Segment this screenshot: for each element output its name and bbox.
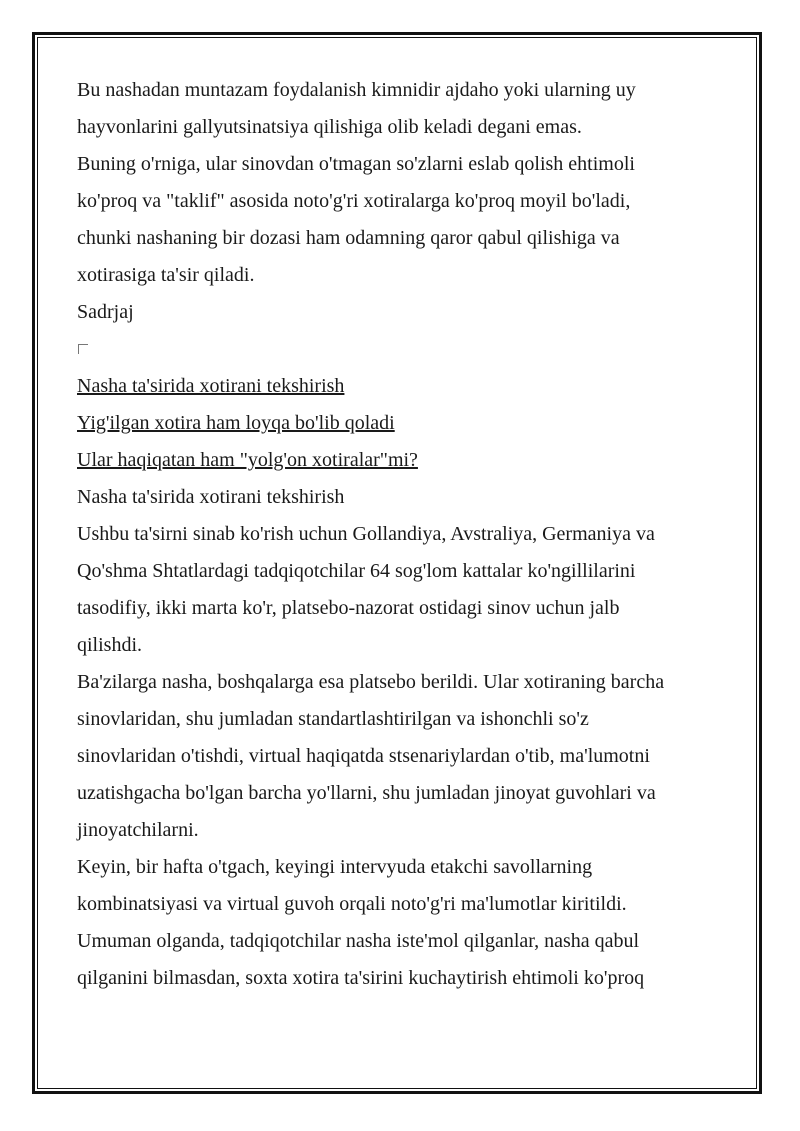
text-line: Qo'shma Shtatlardagi tadqiqotchilar 64 sog'lom kattalar ko'ngillilarini [77,560,636,582]
paragraph-instead [77,146,717,294]
paragraph-results [77,849,717,997]
text-line: Ushbu ta'sirni sinab ko'rish uchun Gollandiya, Avstraliya, Germaniya va [77,523,655,545]
paragraph-procedure [77,664,717,849]
toc-link-false-memories[interactable]: Ular haqiqatan ham "yolg'on xotiralar"mi? [77,449,418,471]
text-line: tasodifiy, ikki marta ko'r, platsebo-nazorat ostidagi sinov uchun jalb [77,597,620,619]
text-line: ko'proq va "taklif" asosida noto'g'ri xotiralarga ko'proq moyil bo'ladi, [77,190,631,212]
paragraph-study-design [77,516,717,664]
text-line: qilishdi. [77,634,143,656]
text-line: xotirasiga ta'sir qiladi. [77,264,255,286]
document-body [77,72,717,997]
text-line: Keyin, bir hafta o'tgach, keyingi intervyuda etakchi savollarning [77,856,593,878]
text-line: qilganini bilmasdan, soxta xotira ta'sirini kuchaytirish ehtimoli ko'proq [77,967,645,989]
text-line: sinovlaridan, shu jumladan standartlashtirilgan va ishonchli so'z [77,708,589,730]
text-line: jinoyatchilarni. [77,819,199,841]
toc-heading: Sadrjaj [77,301,134,323]
text-line: sinovlaridan o'tishdi, virtual haqiqatda stsenariylardan o'tib, ma'lumotni [77,745,650,767]
text-line: Buning o'rniga, ular sinovdan o'tmagan so'zlarni eslab qolish ehtimoli [77,153,635,175]
text-line: chunki nashaning bir dozasi ham odamning qaror qabul qilishiga va [77,227,620,249]
broken-image-icon [77,331,717,368]
text-line: uzatishgacha bo'lgan barcha yo'llarni, shu jumladan jinoyat guvohlari va [77,782,656,804]
toc-link-blurry-memory[interactable]: Yig'ilgan xotira ham loyqa bo'lib qoladi [77,412,395,434]
toc-link-memory-test[interactable]: Nasha ta'sirida xotirani tekshirish [77,375,345,397]
section-heading: Nasha ta'sirida xotirani tekshirish [77,486,345,508]
text-line: Ba'zilarga nasha, boshqalarga esa platsebo berildi. Ular xotiraning barcha [77,671,665,693]
text-line: hayvonlarini gallyutsinatsiya qilishiga olib keladi degani emas. [77,116,582,138]
text-line: kombinatsiyasi va virtual guvoh orqali noto'g'ri ma'lumotlar kiritildi. [77,893,627,915]
text-line: Bu nashadan muntazam foydalanish kimnidir ajdaho yoki ularning uy [77,79,636,101]
text-line: Umuman olganda, tadqiqotchilar nasha iste'mol qilganlar, nasha qabul [77,930,640,952]
paragraph-intro [77,72,717,146]
table-of-contents [77,368,717,479]
